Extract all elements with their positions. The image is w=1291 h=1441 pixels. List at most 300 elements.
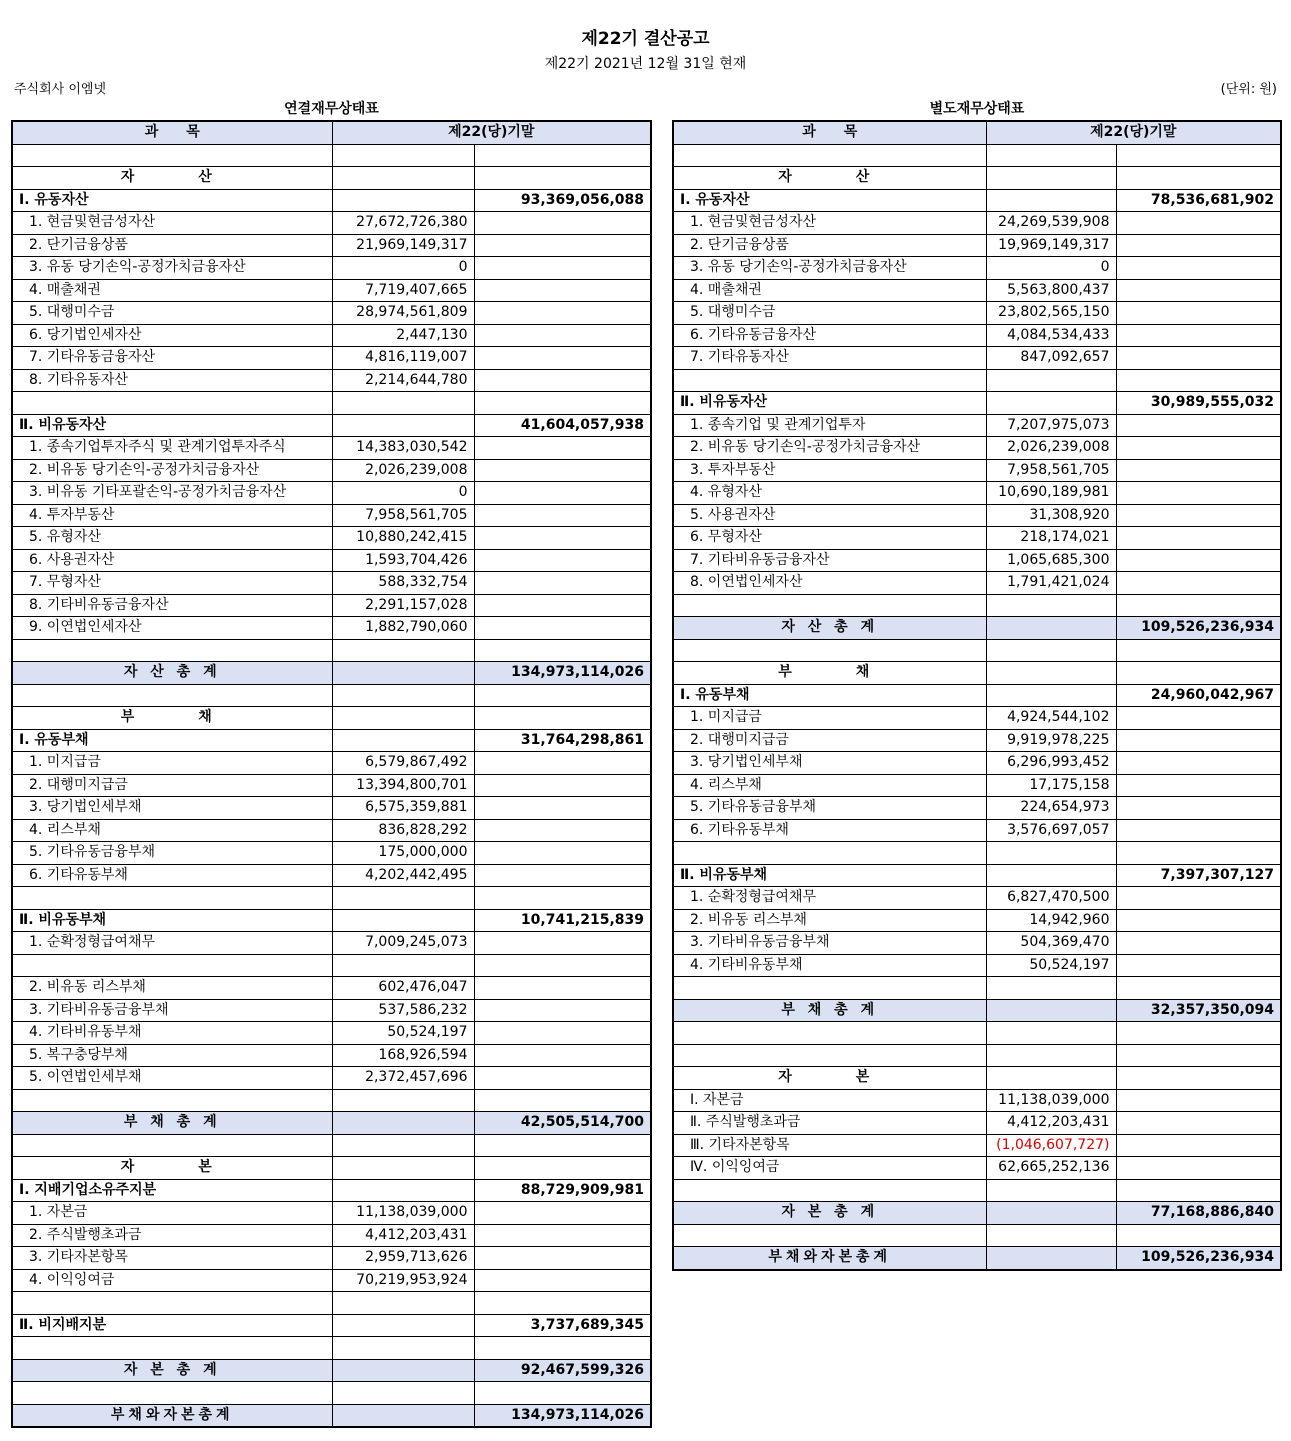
account-label: 1. 미지급금	[673, 707, 986, 730]
table-row	[673, 729, 1281, 752]
separate-title: 별도재무상태표	[929, 101, 1025, 117]
empty-cell	[1116, 662, 1281, 685]
empty-cell	[332, 1382, 474, 1405]
table-row	[12, 1247, 651, 1270]
group-label: Ⅰ. 유동부채	[673, 684, 986, 707]
empty-cell	[1116, 707, 1281, 730]
account-amount: 168,926,594	[332, 1044, 474, 1067]
empty-cell	[1116, 1022, 1281, 1045]
table-row	[12, 279, 651, 302]
table-row	[12, 1224, 651, 1247]
blank-row	[673, 1022, 1281, 1045]
empty-cell	[332, 1179, 474, 1202]
blank-row	[12, 684, 651, 707]
account-amount: 70,219,953,924	[332, 1269, 474, 1292]
empty-cell	[474, 1337, 651, 1360]
empty-cell	[474, 1022, 651, 1045]
empty-cell	[474, 684, 651, 707]
empty-cell	[474, 212, 651, 235]
account-label: 4. 투자부동산	[12, 504, 332, 527]
table-row	[673, 437, 1281, 460]
section-label: 자 산	[673, 167, 986, 190]
account-label: 4. 이익잉여금	[12, 1269, 332, 1292]
empty-cell	[986, 977, 1116, 1000]
empty-cell	[332, 1314, 474, 1337]
account-amount: 1,593,704,426	[332, 549, 474, 572]
account-label: 7. 기타비유동금융자산	[673, 549, 986, 572]
group-total: 41,604,057,938	[474, 414, 651, 437]
empty-cell	[1116, 887, 1281, 910]
total-amount: 109,526,236,934	[1116, 617, 1281, 640]
account-amount: 4,924,544,102	[986, 707, 1116, 730]
blank-row	[12, 1089, 651, 1112]
empty-cell	[1116, 279, 1281, 302]
table-row	[673, 1089, 1281, 1112]
group-row	[673, 864, 1281, 887]
empty-cell	[986, 639, 1116, 662]
total-label: 자 본 총 계	[673, 1202, 986, 1225]
table-row	[12, 1269, 651, 1292]
table-row	[673, 482, 1281, 505]
group-row	[12, 729, 651, 752]
account-amount: 7,719,407,665	[332, 279, 474, 302]
empty-cell	[1116, 234, 1281, 257]
account-amount: 19,969,149,317	[986, 234, 1116, 257]
empty-cell	[474, 1134, 651, 1157]
account-amount: 23,802,565,150	[986, 302, 1116, 325]
table-row	[673, 414, 1281, 437]
empty-cell	[1116, 977, 1281, 1000]
empty-cell	[474, 1269, 651, 1292]
account-label: Ⅳ. 이익잉여금	[673, 1157, 986, 1180]
account-label: 5. 대행미수금	[673, 302, 986, 325]
empty-cell	[332, 729, 474, 752]
account-amount: 10,690,189,981	[986, 482, 1116, 505]
empty-cell	[474, 1224, 651, 1247]
empty-cell	[474, 707, 651, 730]
empty-cell	[474, 504, 651, 527]
empty-cell	[332, 144, 474, 167]
group-label: Ⅱ. 비유동자산	[12, 414, 332, 437]
table-row	[12, 864, 651, 887]
empty-cell	[673, 842, 986, 865]
table-row	[12, 752, 651, 775]
table-row	[12, 302, 651, 325]
table-row	[673, 257, 1281, 280]
empty-cell	[1116, 1112, 1281, 1135]
account-label: 2. 주식발행초과금	[12, 1224, 332, 1247]
section-header-row	[12, 1157, 651, 1180]
empty-cell	[1116, 819, 1281, 842]
account-label: Ⅱ. 주식발행초과금	[673, 1112, 986, 1135]
empty-cell	[474, 234, 651, 257]
account-label: 4. 기타비유동부채	[673, 954, 986, 977]
empty-cell	[986, 392, 1116, 415]
account-label: 4. 리스부채	[12, 819, 332, 842]
total-row	[12, 662, 651, 685]
account-label: 3. 유동 당기손익-공정가치금융자산	[673, 257, 986, 280]
empty-cell	[474, 842, 651, 865]
account-label: 7. 기타유동자산	[673, 347, 986, 370]
empty-cell	[1116, 594, 1281, 617]
account-label: 5. 기타유동금융부채	[12, 842, 332, 865]
empty-cell	[986, 189, 1116, 212]
total-row	[12, 1359, 651, 1382]
table-row	[673, 234, 1281, 257]
account-label: 6. 기타유동금융자산	[673, 324, 986, 347]
group-total: 31,764,298,861	[474, 729, 651, 752]
empty-cell	[1116, 257, 1281, 280]
empty-cell	[474, 279, 651, 302]
header-account: 과 목	[673, 121, 986, 144]
account-amount: 14,942,960	[986, 909, 1116, 932]
total-amount: 134,973,114,026	[474, 662, 651, 685]
account-amount: 24,269,539,908	[986, 212, 1116, 235]
account-label: 6. 기타유동부채	[12, 864, 332, 887]
account-label: 2. 단기금융상품	[673, 234, 986, 257]
empty-cell	[12, 954, 332, 977]
account-label: 2. 단기금융상품	[12, 234, 332, 257]
table-row	[12, 1022, 651, 1045]
account-amount: 31,308,920	[986, 504, 1116, 527]
account-label: 1. 종속기업투자주식 및 관계기업투자주식	[12, 437, 332, 460]
table-row	[673, 504, 1281, 527]
empty-cell	[1116, 459, 1281, 482]
empty-cell	[1116, 1089, 1281, 1112]
empty-cell	[332, 639, 474, 662]
empty-cell	[986, 1224, 1116, 1247]
group-row	[673, 392, 1281, 415]
total-label: 자 본 총 계	[12, 1359, 332, 1382]
empty-cell	[474, 954, 651, 977]
empty-cell	[332, 707, 474, 730]
section-header-row	[12, 707, 651, 730]
table-row	[673, 459, 1281, 482]
empty-cell	[474, 1157, 651, 1180]
empty-cell	[12, 1089, 332, 1112]
group-total: 93,369,056,088	[474, 189, 651, 212]
empty-cell	[332, 1112, 474, 1135]
account-amount: 5,563,800,437	[986, 279, 1116, 302]
account-label: 3. 비유동 기타포괄손익-공정가치금융자산	[12, 482, 332, 505]
empty-cell	[673, 1224, 986, 1247]
table-row	[12, 842, 651, 865]
empty-cell	[1116, 414, 1281, 437]
blank-row	[12, 887, 651, 910]
empty-cell	[474, 1382, 651, 1405]
account-label: 5. 사용권자산	[673, 504, 986, 527]
blank-row	[12, 1292, 651, 1315]
account-label: 3. 기타자본항목	[12, 1247, 332, 1270]
table-row	[673, 707, 1281, 730]
account-label: 4. 매출채권	[673, 279, 986, 302]
account-label: 1. 순확정형급여채무	[12, 932, 332, 955]
account-amount: 2,026,239,008	[332, 459, 474, 482]
empty-cell	[474, 752, 651, 775]
empty-cell	[474, 527, 651, 550]
table-row	[12, 504, 651, 527]
group-row	[673, 684, 1281, 707]
group-row	[12, 189, 651, 212]
group-label: Ⅰ. 유동부채	[12, 729, 332, 752]
account-amount: 1,791,421,024	[986, 572, 1116, 595]
empty-cell	[1116, 639, 1281, 662]
empty-cell	[1116, 1224, 1281, 1247]
account-label: 1. 현금및현금성자산	[12, 212, 332, 235]
account-amount: 7,207,975,073	[986, 414, 1116, 437]
empty-cell	[673, 1044, 986, 1067]
table-row	[12, 594, 651, 617]
group-label: Ⅰ. 유동자산	[12, 189, 332, 212]
group-row	[12, 414, 651, 437]
account-label: 3. 투자부동산	[673, 459, 986, 482]
empty-cell	[332, 1157, 474, 1180]
account-amount: 27,672,726,380	[332, 212, 474, 235]
account-label: 3. 유동 당기손익-공정가치금융자산	[12, 257, 332, 280]
account-label: 4. 기타비유동부채	[12, 1022, 332, 1045]
account-label: 8. 이연법인세자산	[673, 572, 986, 595]
total-amount: 32,357,350,094	[1116, 999, 1281, 1022]
total-amount: 109,526,236,934	[1116, 1247, 1281, 1270]
empty-cell	[474, 797, 651, 820]
table-row	[12, 932, 651, 955]
empty-cell	[986, 842, 1116, 865]
account-amount: 0	[986, 257, 1116, 280]
account-amount: 2,372,457,696	[332, 1067, 474, 1090]
account-label: 6. 무형자산	[673, 527, 986, 550]
account-amount: 4,412,203,431	[986, 1112, 1116, 1135]
empty-cell	[986, 1022, 1116, 1045]
table-row	[673, 549, 1281, 572]
total-row	[673, 1247, 1281, 1270]
table-row	[12, 617, 651, 640]
empty-cell	[474, 1044, 651, 1067]
total-label: 자 산 총 계	[12, 662, 332, 685]
account-label: 2. 비유동 리스부채	[12, 977, 332, 1000]
table-row	[12, 1044, 651, 1067]
table-row	[12, 797, 651, 820]
blank-row	[12, 954, 651, 977]
empty-cell	[474, 977, 651, 1000]
account-label: 5. 유형자산	[12, 527, 332, 550]
group-label: Ⅱ. 비유동부채	[673, 864, 986, 887]
account-amount: 2,291,157,028	[332, 594, 474, 617]
group-label: Ⅰ. 지배기업소유주지분	[12, 1179, 332, 1202]
table-row	[12, 437, 651, 460]
account-label: 7. 무형자산	[12, 572, 332, 595]
empty-cell	[1116, 1067, 1281, 1090]
account-label: 1. 미지급금	[12, 752, 332, 775]
section-label: 자 본	[673, 1067, 986, 1090]
blank-row	[12, 1134, 651, 1157]
account-amount: 4,202,442,495	[332, 864, 474, 887]
empty-cell	[1116, 774, 1281, 797]
empty-cell	[12, 684, 332, 707]
empty-cell	[474, 864, 651, 887]
account-amount: 6,296,993,452	[986, 752, 1116, 775]
empty-cell	[332, 1134, 474, 1157]
account-label: 4. 유형자산	[673, 482, 986, 505]
account-amount: 62,665,252,136	[986, 1157, 1116, 1180]
account-label: 4. 매출채권	[12, 279, 332, 302]
section-label: 부 채	[673, 662, 986, 685]
table-row	[673, 212, 1281, 235]
empty-cell	[986, 617, 1116, 640]
empty-cell	[474, 257, 651, 280]
empty-cell	[986, 369, 1116, 392]
empty-cell	[474, 144, 651, 167]
account-amount: 6,827,470,500	[986, 887, 1116, 910]
account-amount: 6,579,867,492	[332, 752, 474, 775]
table-row	[673, 572, 1281, 595]
empty-cell	[474, 549, 651, 572]
empty-cell	[12, 1382, 332, 1405]
table-row	[12, 257, 651, 280]
empty-cell	[332, 1292, 474, 1315]
empty-cell	[332, 1337, 474, 1360]
empty-cell	[1116, 797, 1281, 820]
account-label: 5. 대행미수금	[12, 302, 332, 325]
empty-cell	[1116, 504, 1281, 527]
account-label: 2. 대행미지급금	[673, 729, 986, 752]
empty-cell	[986, 167, 1116, 190]
account-label: 5. 복구충당부채	[12, 1044, 332, 1067]
group-label: Ⅰ. 유동자산	[673, 189, 986, 212]
account-label: Ⅲ. 기타자본항목	[673, 1134, 986, 1157]
empty-cell	[1116, 549, 1281, 572]
empty-cell	[474, 392, 651, 415]
empty-cell	[474, 1202, 651, 1225]
blank-row	[12, 392, 651, 415]
table-header-row	[12, 121, 651, 144]
account-amount: 9,919,978,225	[986, 729, 1116, 752]
table-row	[12, 999, 651, 1022]
account-amount: 1,065,685,300	[986, 549, 1116, 572]
table-row	[673, 819, 1281, 842]
table-row	[673, 527, 1281, 550]
account-amount: 11,138,039,000	[986, 1089, 1116, 1112]
account-label: 3. 당기법인세부채	[673, 752, 986, 775]
empty-cell	[1116, 1157, 1281, 1180]
account-label: 2. 비유동 리스부채	[673, 909, 986, 932]
account-label: 8. 기타비유동금융자산	[12, 594, 332, 617]
header-period: 제22(당)기말	[986, 121, 1281, 144]
account-amount: 10,880,242,415	[332, 527, 474, 550]
account-label: 6. 사용권자산	[12, 549, 332, 572]
table-row	[12, 774, 651, 797]
empty-cell	[332, 1359, 474, 1382]
empty-cell	[986, 1202, 1116, 1225]
blank-row	[673, 842, 1281, 865]
empty-cell	[474, 437, 651, 460]
account-amount: 28,974,561,809	[332, 302, 474, 325]
empty-cell	[332, 392, 474, 415]
group-total: 78,536,681,902	[1116, 189, 1281, 212]
empty-cell	[1116, 212, 1281, 235]
table-row	[12, 1202, 651, 1225]
empty-cell	[673, 639, 986, 662]
empty-cell	[474, 482, 651, 505]
account-amount: 7,009,245,073	[332, 932, 474, 955]
account-label: 8. 기타유동자산	[12, 369, 332, 392]
empty-cell	[1116, 1134, 1281, 1157]
account-label: 9. 이연법인세자산	[12, 617, 332, 640]
account-amount: 537,586,232	[332, 999, 474, 1022]
table-row	[12, 572, 651, 595]
blank-row	[673, 1179, 1281, 1202]
empty-cell	[1116, 909, 1281, 932]
account-amount: 224,654,973	[986, 797, 1116, 820]
empty-cell	[673, 369, 986, 392]
empty-cell	[986, 1067, 1116, 1090]
total-amount: 92,467,599,326	[474, 1359, 651, 1382]
account-amount: 3,576,697,057	[986, 819, 1116, 842]
account-amount: 2,447,130	[332, 324, 474, 347]
consolidated-balance-table	[11, 120, 652, 1428]
account-amount: 0	[332, 482, 474, 505]
header-account: 과 목	[12, 121, 332, 144]
section-label: 자 본	[12, 1157, 332, 1180]
empty-cell	[1116, 1179, 1281, 1202]
empty-cell	[474, 167, 651, 190]
blank-row	[12, 639, 651, 662]
empty-cell	[1116, 167, 1281, 190]
account-amount: 21,969,149,317	[332, 234, 474, 257]
account-label: 4. 리스부채	[673, 774, 986, 797]
account-amount: 0	[332, 257, 474, 280]
total-row	[12, 1404, 651, 1427]
table-row	[673, 324, 1281, 347]
empty-cell	[12, 144, 332, 167]
account-amount: 588,332,754	[332, 572, 474, 595]
unit-label: (단위: 원)	[1220, 82, 1277, 97]
total-label: 부 채 총 계	[673, 999, 986, 1022]
empty-cell	[474, 594, 651, 617]
account-amount: 13,394,800,701	[332, 774, 474, 797]
empty-cell	[474, 617, 651, 640]
empty-cell	[12, 392, 332, 415]
table-row	[673, 909, 1281, 932]
account-label: 2. 대행미지급금	[12, 774, 332, 797]
table-row	[673, 797, 1281, 820]
table-row	[673, 1134, 1281, 1157]
account-amount: 4,084,534,433	[986, 324, 1116, 347]
empty-cell	[12, 1292, 332, 1315]
header-period: 제22(당)기말	[332, 121, 651, 144]
account-label: 5. 기타유동금융부채	[673, 797, 986, 820]
account-label: 2. 비유동 당기손익-공정가치금융자산	[673, 437, 986, 460]
company-name: 주식회사 이엠넷	[14, 82, 107, 97]
account-amount: 7,958,561,705	[332, 504, 474, 527]
group-total: 3,737,689,345	[474, 1314, 651, 1337]
section-label: 자 산	[12, 167, 332, 190]
account-amount: 1,882,790,060	[332, 617, 474, 640]
group-label: Ⅱ. 비유동자산	[673, 392, 986, 415]
group-total: 7,397,307,127	[1116, 864, 1281, 887]
empty-cell	[332, 684, 474, 707]
table-row	[673, 302, 1281, 325]
total-label: 부채와자본총계	[12, 1404, 332, 1427]
table-row	[673, 279, 1281, 302]
empty-cell	[1116, 324, 1281, 347]
account-amount: 602,476,047	[332, 977, 474, 1000]
separate-balance-table	[672, 120, 1282, 1271]
total-label: 부 채 총 계	[12, 1112, 332, 1135]
empty-cell	[474, 1247, 651, 1270]
empty-cell	[1116, 369, 1281, 392]
table-row	[12, 459, 651, 482]
section-header-row	[12, 167, 651, 190]
